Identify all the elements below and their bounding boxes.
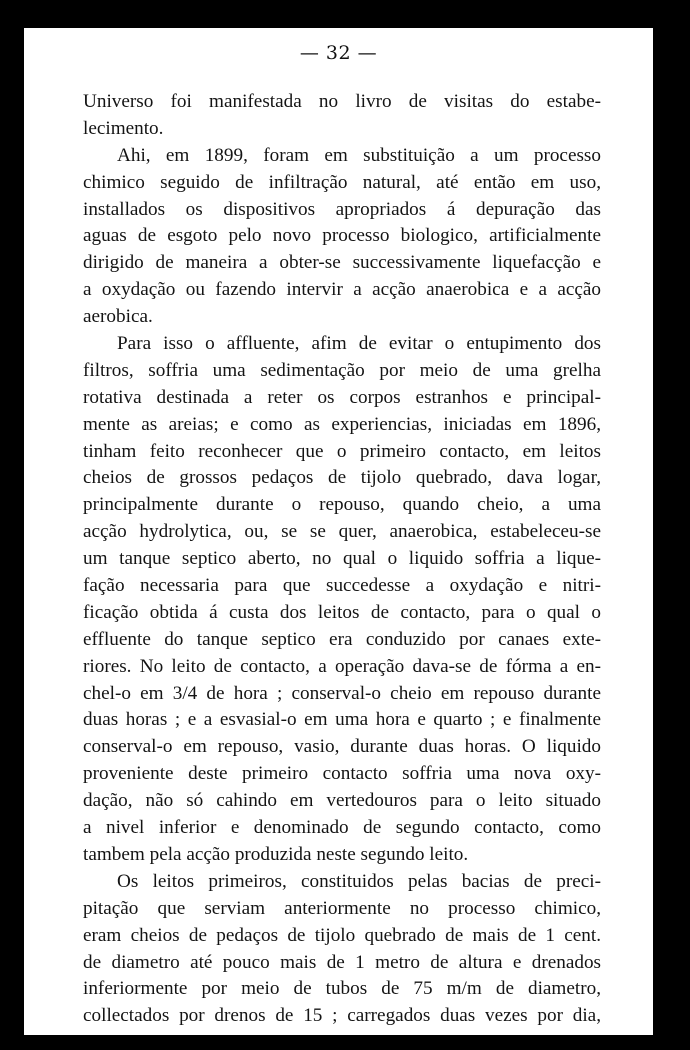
text-line: um tanque septico aberto, no qual o liquido soffria a lique- [83,548,601,570]
text-line: inferiormente por meio de tubos de 75 m/m de diametro, [83,978,601,1000]
paragraph [83,143,601,331]
text-line: effluente do tanque septico era conduzido por canaes exte- [83,628,601,650]
text-line: Universo foi manifestada no livro de visitas do estabe- [83,91,601,112]
text-line: a nivel inferior e denominado de segundo contacto, como [83,817,601,839]
text-line: Ahi, em 1899, foram em substituição a um processo [117,144,601,166]
text-line: acção hydrolytica, ou, se se quer, anaerobica, estabeleceu-se [83,521,601,543]
text-line: cheios de grossos pedaços de tijolo quebrado, dava logar, [83,467,601,489]
text-line: chimico seguido de infiltração natural, até então em uso, [83,171,601,193]
text-line: tambem pela acção produzida neste segundo leito. [83,843,469,865]
text-line: dirigido de maneira a obter-se successivamente liquefacção e [83,252,601,274]
text-line: a oxydação ou fazendo intervir a acção anaerobica e a acção [83,279,601,301]
text-line: principalmente durante o repouso, quando cheio, a uma [83,494,601,516]
body-text [83,89,601,1030]
text-line: dação, não só cahindo em vertedouros para o leito situado [83,790,601,812]
text-line: aguas de esgoto pelo novo processo biologico, artificialmente [83,225,601,247]
text-line: chel-o em 3/4 de hora ; conserval-o cheio em repouso durante [83,682,601,704]
text-line: duas horas ; e a esvasial-o em uma hora e quarto ; e finalmente [83,709,601,731]
text-line: collectados por drenos de 15 ; carregados duas vezes por dia, [83,1005,601,1027]
book-page [24,28,653,1035]
text-line: tinham feito reconhecer que o primeiro contacto, em leitos [83,440,601,462]
text-line: Para isso o affluente, afim de evitar o entupimento dos [117,333,601,355]
paragraph [83,869,601,1030]
text-line: ficação obtida á custa dos leitos de contacto, para o qual o [83,601,601,623]
text-line: fação necessaria para que succedesse a oxydação e nitri- [83,575,601,597]
paragraph [83,89,601,143]
text-line: proveniente deste primeiro contacto soffria uma nova oxy- [83,763,601,785]
text-line: mente as areias; e como as experiencias, iniciadas em 1896, [83,413,601,435]
text-line: aerobica. [83,306,153,328]
text-line: filtros, soffria uma sedimentação por meio de uma grelha [83,359,601,381]
text-line: Os leitos primeiros, constituidos pelas bacias de preci- [117,870,601,892]
text-line: lecimento. [83,117,164,139]
text-line: de diametro até pouco mais de 1 metro de altura e drenados [83,951,601,973]
text-line: rotativa destinada a reter os corpos estranhos e principal- [83,386,601,408]
text-line: pitação que serviam anteriormente no processo chimico, [83,897,601,919]
text-line: eram cheios de pedaços de tijolo quebrado de mais de 1 cent. [83,924,601,946]
text-line: conserval-o em repouso, vasio, durante duas horas. O liquido [83,736,601,758]
text-line: installados os dispositivos apropriados á depuração das [83,198,601,220]
text-line: riores. No leito de contacto, a operação dava-se de fórma a en- [83,655,601,677]
paragraph [83,331,601,869]
page-number: — 32 — [299,42,378,64]
